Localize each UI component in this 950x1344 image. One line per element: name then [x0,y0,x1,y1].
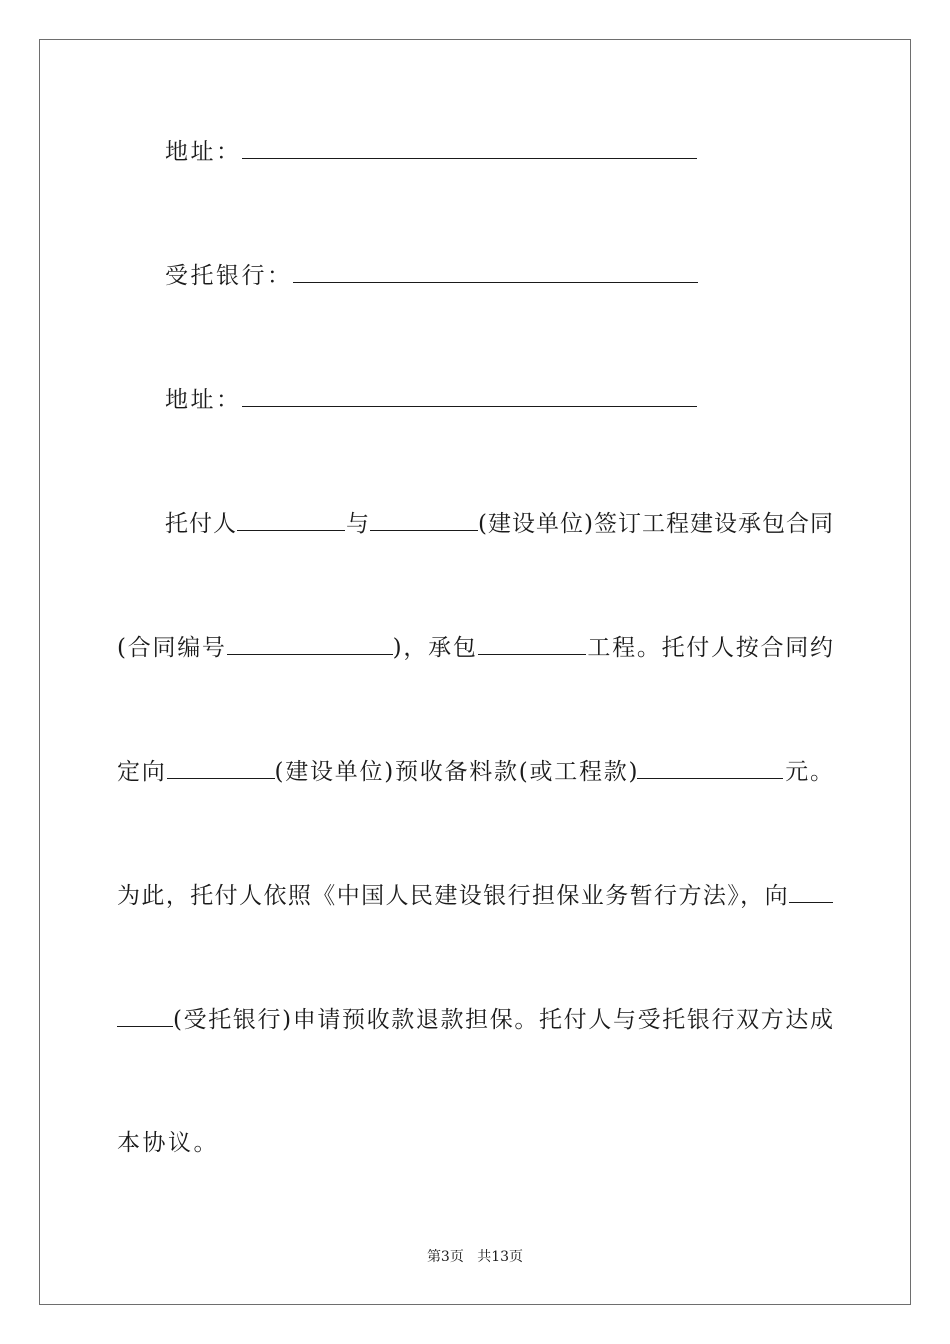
text-advance-payment: (建设单位)预收备料款(或工程款) [274,759,638,785]
text-apply-guarantee: (受托银行)申请预收款退款担保。托付人与受托银行双方达成 [173,1007,833,1033]
trustee-bank-label: 受托银行： [165,263,293,289]
address-line-1 [165,136,833,167]
address-label-2: 地址： [165,387,242,413]
blank-contract-number [227,632,393,655]
text-direct-to: 定向 [117,759,167,785]
text-contract-signed: (建设单位)签订工程建设承包合同 [478,511,834,537]
address-line-2 [165,384,833,415]
blank-project-name [478,632,586,655]
paragraph-line-1 [165,508,833,539]
address-label-1: 地址： [165,139,242,165]
paragraph-line-5 [117,1004,833,1035]
trustee-bank-line [165,260,833,291]
page-border [39,39,911,1305]
blank-builder-name [370,508,478,531]
text-according-to: 为此，托付人依照《中国人民建设银行担保业务暂行方法》，向 [117,883,789,909]
blank-amount [637,756,783,779]
trustee-bank-blank [293,260,698,283]
text-project-agreement: 工程。托付人按合同约 [585,635,833,661]
paragraph-line-4 [117,880,833,911]
text-contracting: )，承包 [392,635,478,661]
paragraph-line-2 [117,632,833,663]
page-number: 第3页 [426,1249,464,1265]
text-this-agreement: 本协议。 [117,1130,219,1156]
blank-builder-name-2 [167,756,275,779]
text-with: 与 [345,511,371,537]
text-consignor: 托付人 [165,511,238,537]
page-total: 共13页 [477,1249,524,1265]
paragraph-line-3 [117,756,833,787]
blank-bank-name-start [789,880,833,903]
text-contract-number: (合同编号 [117,635,227,661]
paragraph-line-6 [117,1128,833,1158]
page-footer [0,1248,950,1266]
text-yuan: 元。 [783,759,833,785]
address-blank-2 [242,384,697,407]
blank-bank-name-end [117,1004,173,1027]
address-blank-1 [242,136,697,159]
blank-consignor-name [237,508,345,531]
